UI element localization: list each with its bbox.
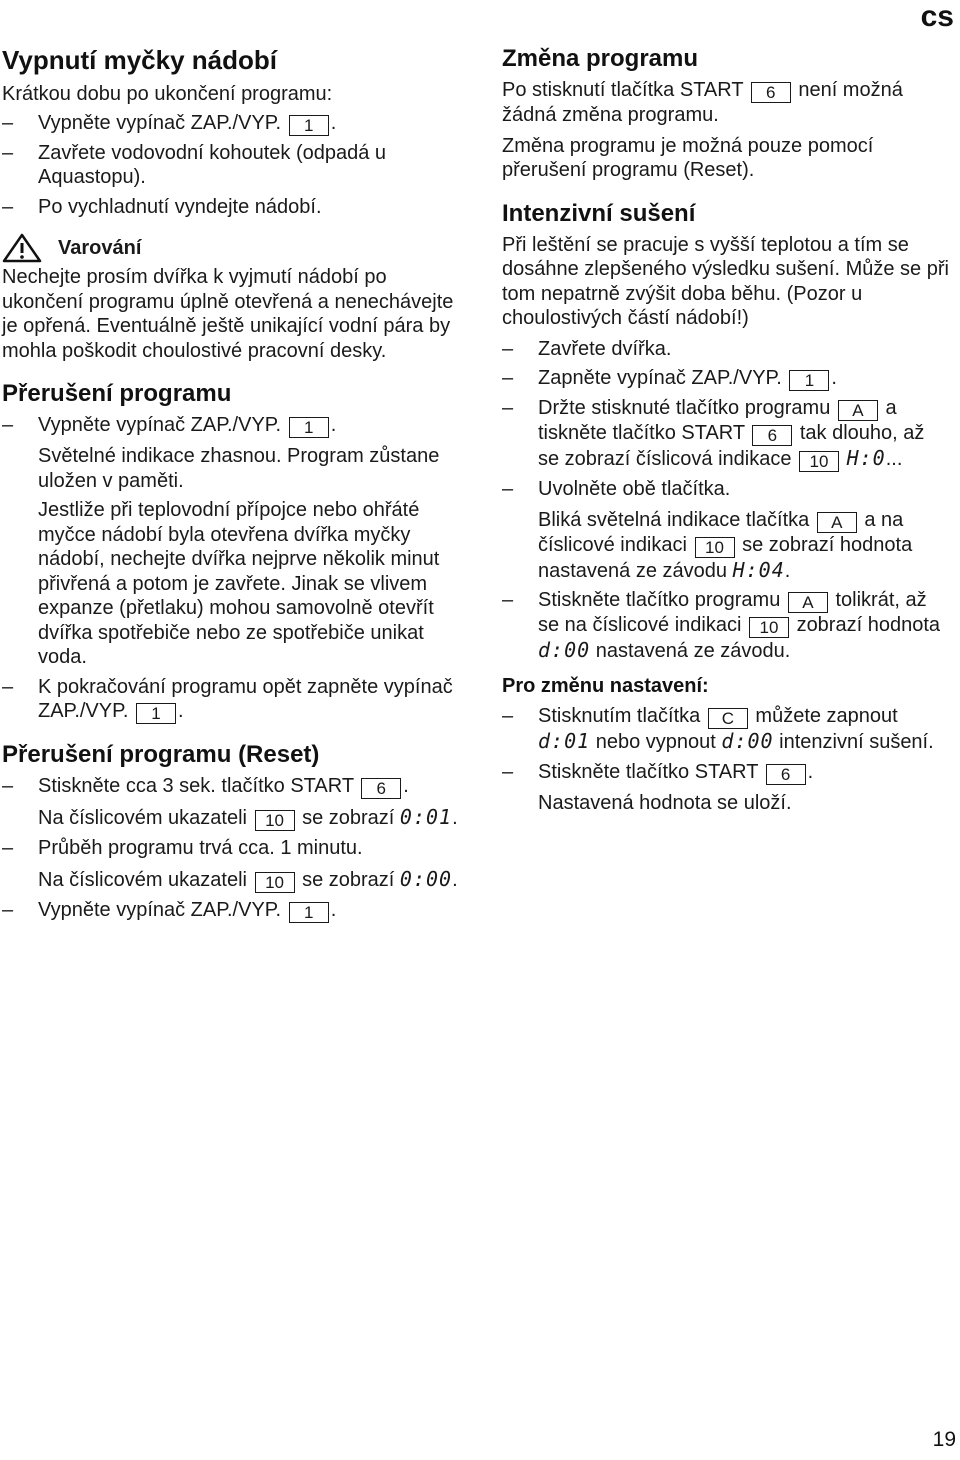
- warning-block: [2, 233, 464, 363]
- section-lead: Krátkou dobu po ukončení programu:: [2, 83, 333, 105]
- language-code: cs: [920, 0, 954, 33]
- paragraph: Světelné indikace zhasnou. Program zůstane uložen v paměti.: [38, 445, 440, 492]
- paragraph: Na číslicovém ukazateli 10 se zobrazí 0:00.: [38, 866, 458, 892]
- key-label: A: [788, 592, 828, 613]
- step-item: – Držte stisknuté tlačítko programu A a tiskněte tlačítko START 6 tak dlouho, až se zobrazí číslicová indikace 10 H:0...: [502, 396, 950, 472]
- step-item: – Stiskněte tlačítko START 6 .: [502, 760, 950, 785]
- digital-display-value: d:00: [721, 729, 774, 753]
- step-item: – Zavřete vodovodní kohoutek (odpadá u Aquastopu).: [2, 141, 464, 190]
- paragraph: Při leštění se pracuje s vyšší teplotou a tím se dosáhne zlepšeného výsledku sušení. Může se při tom nepatrně zvýšit doba běhu. (Pozor u choulostivých částí nádobí!): [502, 233, 949, 329]
- step-list: [2, 413, 464, 438]
- section-title: Přerušení programu: [2, 380, 232, 407]
- step-list: [2, 111, 464, 220]
- step-list: [2, 675, 464, 725]
- section-title: Intenzivní sušení: [502, 199, 696, 227]
- key-label: 6: [751, 82, 791, 103]
- paragraph: Změna programu je možná pouze pomocí přerušení programu (Reset).: [502, 134, 874, 181]
- step-item: – Vypněte vypínač ZAP./VYP. 1 .: [2, 413, 464, 438]
- digital-display-value: H:04: [732, 557, 785, 582]
- key-label: A: [838, 400, 878, 421]
- page-number: 19: [932, 1428, 956, 1451]
- step-item: – Po vychladnutí vyndejte nádobí.: [2, 195, 464, 220]
- warning-triangle-icon: [2, 233, 42, 263]
- step-item: – Vypněte vypínač ZAP./VYP. 1 .: [2, 111, 464, 136]
- step-item: – Vypněte vypínač ZAP./VYP. 1 .: [2, 898, 464, 923]
- subheading: Pro změnu nastavení:: [502, 674, 709, 697]
- key-label: A: [817, 512, 857, 533]
- paragraph: Nastavená hodnota se uloží.: [538, 791, 792, 814]
- key-label: 10: [255, 872, 295, 893]
- paragraph: Na číslicovém ukazateli 10 se zobrazí 0:01.: [38, 805, 458, 830]
- section-title: Vypnutí myčky nádobí: [2, 45, 277, 75]
- step-item: – Zavřete dvířka.: [502, 337, 950, 362]
- step-list: [2, 836, 464, 861]
- step-item: – Průběh programu trvá cca. 1 minutu.: [2, 836, 464, 861]
- section-intensive-drying: [502, 199, 950, 816]
- key-label: 10: [255, 810, 295, 831]
- digital-display-value: 0:01: [399, 805, 453, 829]
- step-list: [502, 588, 950, 664]
- key-label: 1: [289, 902, 329, 923]
- digital-display-value: 0:00: [399, 866, 453, 891]
- step-item: – Zapněte vypínač ZAP./VYP. 1 .: [502, 366, 950, 391]
- key-label: 10: [799, 451, 839, 472]
- section-title: Změna programu: [502, 45, 699, 72]
- digital-display-value: d:01: [538, 729, 591, 753]
- step-item: – Stiskněte cca 3 sek. tlačítko START 6 .: [2, 774, 464, 799]
- key-label: 1: [289, 417, 329, 438]
- key-label: 1: [789, 370, 829, 391]
- section-program-interrupt: [2, 379, 464, 724]
- step-list: [2, 898, 464, 923]
- warning-header: [2, 233, 464, 263]
- step-list: [502, 337, 950, 502]
- step-item: – Stiskněte tlačítko programu A tolikrát, až se na číslicové indikaci 10 zobrazí hodnota d:00 nastavená ze závodu.: [502, 588, 950, 664]
- key-label: 10: [695, 537, 735, 558]
- left-column: [2, 44, 464, 929]
- section-switch-off: [2, 44, 464, 219]
- right-column: [502, 44, 950, 820]
- paragraph: Po stisknutí tlačítka START 6 není možná žádná změna programu.: [502, 79, 903, 126]
- step-item: – K pokračování programu opět zapněte vypínač ZAP./VYP. 1 .: [2, 675, 464, 725]
- key-label: 6: [361, 778, 401, 799]
- warning-text: Nechejte prosím dvířka k vyjmutí nádobí po ukončení programu úplně otevřená a nenechávejte je opřená. Eventuálně ještě unikající vodní pára by mohla poškodit choulostivé pracovní desky.: [2, 266, 454, 362]
- step-list: [502, 704, 950, 785]
- digital-display-value: d:00: [538, 638, 591, 662]
- key-label: C: [708, 708, 748, 729]
- step-item: – Stisknutím tlačítka C můžete zapnout d:01 nebo vypnout d:00 intenzivní sušení.: [502, 704, 950, 755]
- section-title: Přerušení programu (Reset): [2, 741, 320, 768]
- section-program-change: [502, 44, 950, 183]
- paragraph: Jestliže při teplovodní přípojce nebo ohřáté myčce nádobí byla otevřena dvířka myčky nádobí, nechejte dvířka nejprve několik minut přivřená a potom je zavřete. Jinak se vlivem expanze (přetlaku) mohou samovolně otevřít dvířka spotřebiče nebo ze spotřebiče unikat voda.: [38, 499, 440, 668]
- key-label: 1: [289, 115, 329, 136]
- digital-display-value: H:0: [846, 446, 886, 470]
- step-list: [2, 774, 464, 799]
- paragraph: Bliká světelná indikace tlačítka A a na číslicové indikaci 10 se zobrazí hodnota nastavená ze závodu H:04.: [538, 508, 913, 582]
- key-label: 6: [752, 425, 792, 446]
- step-item: – Uvolněte obě tlačítka.: [502, 477, 950, 502]
- key-label: 10: [749, 617, 789, 638]
- key-label: 1: [136, 703, 176, 724]
- section-reset: [2, 740, 464, 923]
- key-label: 6: [766, 764, 806, 785]
- warning-title: Varování: [58, 236, 142, 259]
